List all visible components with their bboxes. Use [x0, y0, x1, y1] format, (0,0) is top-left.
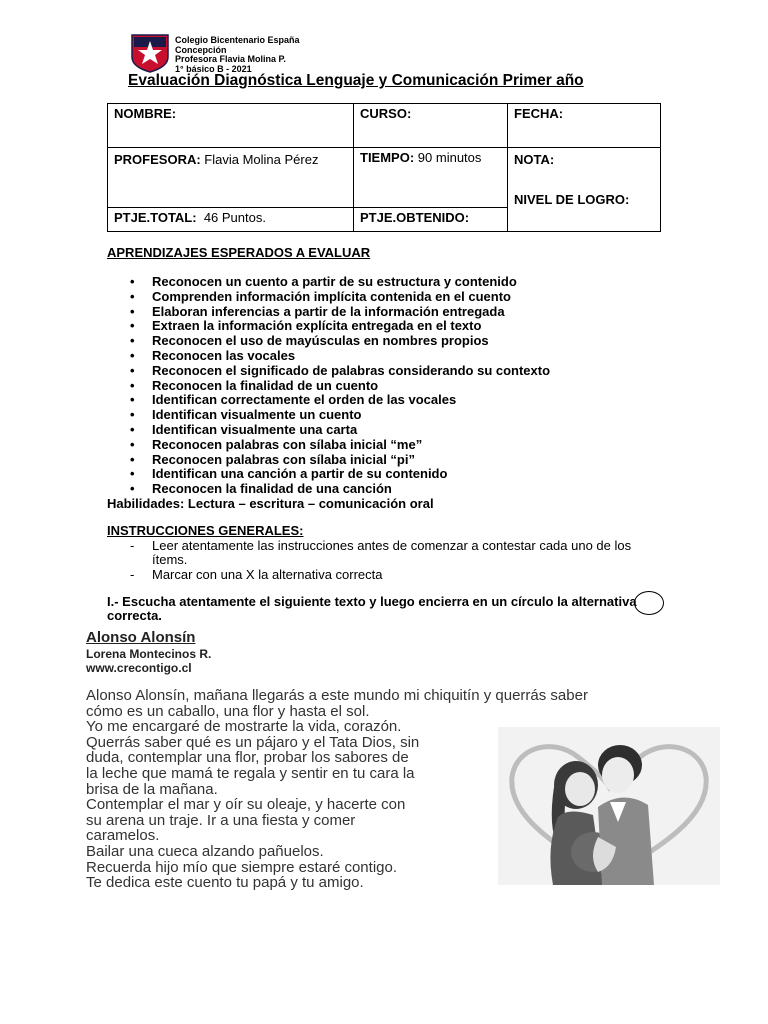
ptje-total-label: PTJE.TOTAL: [114, 210, 197, 225]
list-item: • Elaboran inferencias a partir de la información entregada [130, 305, 550, 320]
story-line: la leche que mamá te regala y sentir en tu cara la [86, 764, 415, 782]
instructions-list [130, 539, 650, 583]
learning-objectives-list [130, 275, 550, 497]
circle-icon [634, 591, 664, 615]
skills-line: Habilidades: Lectura – escritura – comunicación oral [107, 496, 434, 511]
story-line: Bailar una cueca alzando pañuelos. [86, 842, 324, 860]
question-1-prompt: I.- Escucha atentamente el siguiente texto y luego encierra en un círculo la alternativa correcta. [107, 594, 637, 623]
list-item: • Identifican una canción a partir de su contenido [130, 467, 550, 482]
list-item: - Leer atentamente las instrucciones antes de comenzar a contestar cada uno de los ítems. [130, 539, 650, 567]
page-title: Evaluación Diagnóstica Lenguaje y Comunicación Primer año [128, 72, 584, 89]
list-item: - Marcar con una X la alternativa correcta [130, 568, 650, 582]
list-item: • Identifican correctamente el orden de las vocales [130, 393, 550, 408]
story-line: Yo me encargaré de mostrarte la vida, corazón. [86, 718, 402, 736]
school-logo [130, 33, 170, 73]
story-line: caramelos. [86, 827, 160, 845]
fecha-cell[interactable] [508, 104, 661, 148]
profesora-label: PROFESORA: [114, 152, 201, 167]
school-name: Colegio Bicentenario España [175, 35, 300, 45]
list-item: • Reconocen la finalidad de una canción [130, 482, 550, 497]
list-item: • Identifican visualmente un cuento [130, 408, 550, 423]
profesora-value: Flavia Molina Pérez [204, 152, 319, 167]
curso-cell[interactable] [354, 104, 508, 148]
profesora-cell [108, 148, 354, 208]
story-line: brisa de la mañana. [86, 780, 218, 798]
list-item: • Reconocen palabras con sílaba inicial “me” [130, 438, 550, 453]
story-line: duda, contemplar una flor, probar los sabores de [86, 749, 409, 767]
ptje-total-cell [108, 208, 354, 232]
story-line: Te dedica este cuento tu papá y tu amigo. [86, 874, 364, 892]
list-item: • Reconocen el uso de mayúsculas en nombres propios [130, 334, 550, 349]
story-line: cómo es un caballo, una flor y hasta el sol. [86, 702, 370, 720]
nombre-label: NOMBRE: [114, 106, 177, 121]
story-line: Contemplar el mar y oír su oleaje, y hacerte con [86, 796, 406, 814]
tiempo-value: 90 minutos [417, 150, 482, 165]
nota-cell[interactable] [508, 148, 661, 232]
ptje-obtenido-cell[interactable] [354, 208, 508, 232]
story-line: Alonso Alonsín, mañana llegarás a este mundo mi chiquitín y querrás saber [86, 687, 588, 704]
teacher-name: Profesora Flavia Molina P. [175, 54, 286, 64]
ptje-obtenido-label: PTJE.OBTENIDO: [360, 210, 470, 225]
nivel-label: NIVEL DE LOGRO: [514, 192, 630, 207]
student-info-table [107, 103, 661, 232]
school-city: Concepción [175, 44, 227, 55]
list-item: • Reconocen palabras con sílaba inicial “pi” [130, 453, 550, 468]
story-author: Lorena Montecinos R. [86, 647, 212, 661]
list-item: • Comprenden información implícita contenida en el cuento [130, 290, 550, 305]
tiempo-label: TIEMPO: [360, 150, 415, 165]
story-line: Querrás saber qué es un pájaro y el Tata Dios, sin [86, 733, 420, 751]
list-item: • Identifican visualmente una carta [130, 423, 550, 438]
learning-objectives-heading: APRENDIZAJES ESPERADOS A EVALUAR [107, 245, 371, 260]
ptje-total-value: 46 Puntos. [203, 210, 266, 225]
fecha-label: FECHA: [514, 106, 564, 121]
story-line: Recuerda hijo mío que siempre estaré contigo. [86, 858, 398, 876]
list-item: • Extraen la información explícita entregada en el texto [130, 319, 550, 334]
story-website: www.crecontigo.cl [86, 661, 192, 675]
curso-label: CURSO: [360, 106, 412, 121]
couple-heart-illustration [498, 727, 720, 885]
nota-label: NOTA: [514, 152, 555, 167]
tiempo-cell [354, 148, 508, 208]
list-item: • Reconocen el significado de palabras considerando su contexto [130, 364, 550, 379]
list-item: • Reconocen la finalidad de un cuento [130, 379, 550, 394]
story-line: su arena un traje. Ir a una fiesta y comer [86, 811, 356, 829]
grade-label: 1° básico B - 2021 [175, 63, 252, 74]
instructions-heading: INSTRUCCIONES GENERALES: [107, 523, 304, 538]
nombre-cell[interactable] [108, 104, 354, 148]
story-title: Alonso Alonsín [86, 629, 196, 646]
list-item: • Reconocen las vocales [130, 349, 550, 364]
list-item: • Reconocen un cuento a partir de su estructura y contenido [130, 275, 550, 290]
